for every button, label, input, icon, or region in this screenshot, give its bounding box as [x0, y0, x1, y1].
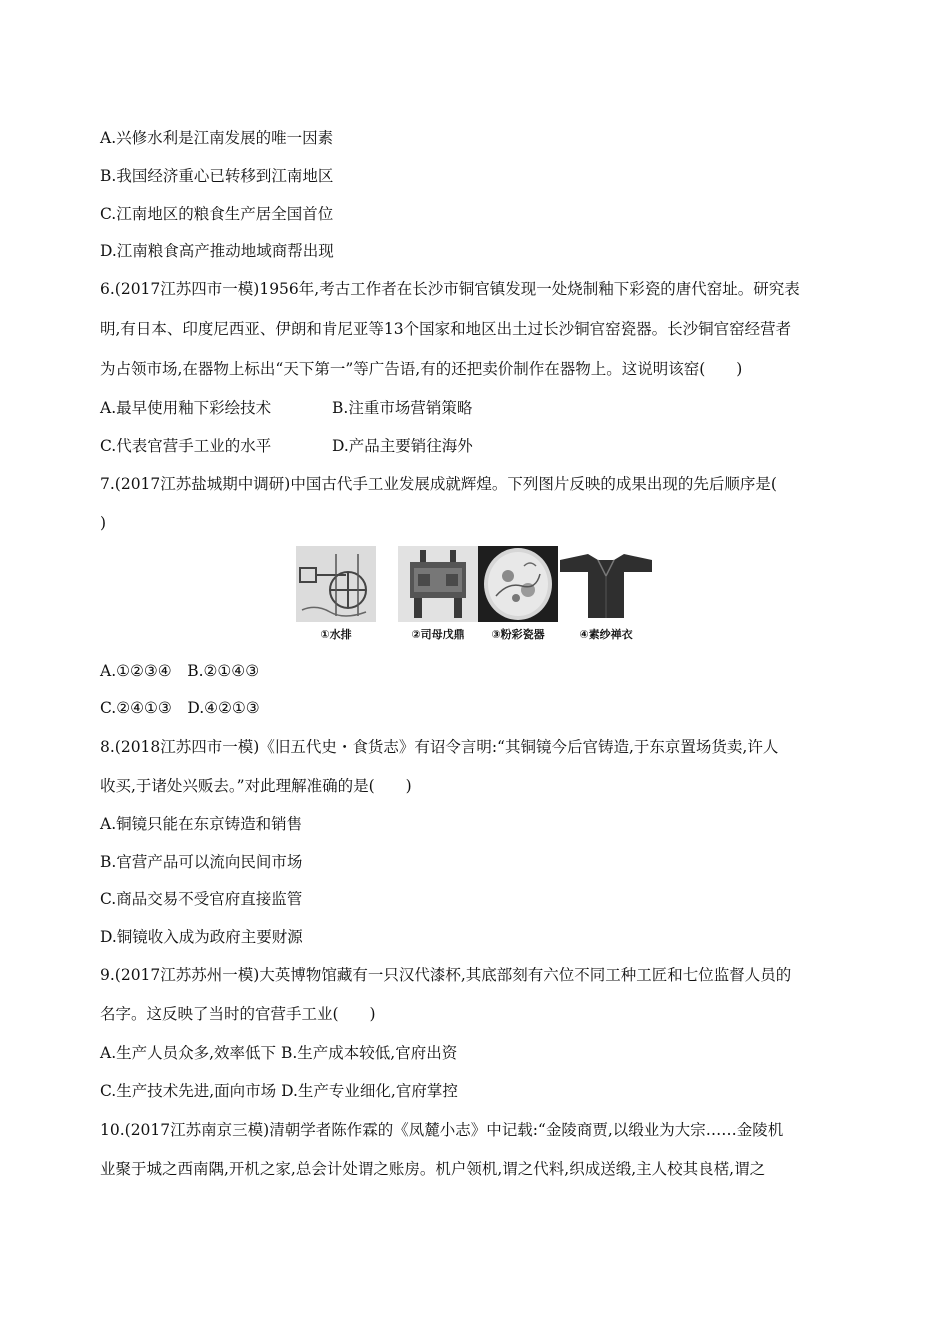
q5-option-c: C.江南地区的粮食生产居全国首位 [100, 205, 334, 223]
q6-option-a: A.最早使用釉下彩绘技术 [100, 399, 272, 417]
q7-options-row2: C.②④①③ D.④②①③ [100, 699, 260, 717]
q5-option-b: B.我国经济重心已转移到江南地区 [100, 167, 334, 185]
plain-gauze-robe-caption: ④素纱禅衣 [579, 628, 633, 641]
q6-stem-line3: 为占领市场,在器物上标出“天下第一”等广告语,有的还把卖价制作在器物上。这说明该窑( ) [100, 360, 743, 378]
q10-stem-line1: 10.(2017江苏南京三模)清朝学者陈作霖的《凤麓小志》中记载:“金陵商贾,以缎业为大宗……金陵机 [100, 1121, 784, 1139]
q6-option-b: B.注重市场营销策略 [332, 399, 473, 417]
simuwu-ding-caption: ②司母戊鼎 [411, 628, 465, 641]
q6-stem-line1: 6.(2017江苏四市一模)1956年,考古工作者在长沙市铜官镇发现一处烧制釉下彩瓷的唐代窑址。研究表 [100, 280, 800, 298]
q6-option-c: C.代表官营手工业的水平 [100, 437, 272, 455]
q7-stem-line2: ) [100, 514, 107, 532]
plain-gauze-robe-image [558, 546, 654, 622]
q9-options-row1: A.生产人员众多,效率低下 B.生产成本较低,官府出资 [100, 1044, 458, 1062]
q10-stem-line2: 业聚于城之西南隅,开机之家,总会计处谓之账房。机户领机,谓之代料,织成送缎,主人校其良楛,谓之 [100, 1160, 766, 1178]
q8-stem-line2: 收买,于诸处兴贩去。”对此理解准确的是( ) [100, 777, 412, 795]
water-bellows-image [296, 546, 376, 622]
q9-stem-line1: 9.(2017江苏苏州一模)大英博物馆藏有一只汉代漆杯,其底部刻有六位不同工种工匠和七位监督人员的 [100, 966, 792, 984]
figure-famille-rose-vase [478, 546, 558, 646]
figure-simuwu-ding [398, 546, 478, 646]
q8-option-d: D.铜镜收入成为政府主要财源 [100, 928, 303, 946]
q8-option-a: A.铜镜只能在东京铸造和销售 [100, 815, 303, 833]
water-bellows-caption: ①水排 [320, 628, 352, 641]
q8-option-c: C.商品交易不受官府直接监管 [100, 890, 303, 908]
q6-stem-line2: 明,有日本、印度尼西亚、伊朗和肯尼亚等13个国家和地区出土过长沙铜官窑瓷器。长沙铜官窑经营者 [100, 320, 792, 338]
q9-options-row2: C.生产技术先进,面向市场 D.生产专业细化,官府掌控 [100, 1082, 458, 1100]
q8-stem-line1: 8.(2018江苏四市一模)《旧五代史・食货志》有诏令言明:“其铜镜今后官铸造,于东京置场货卖,许人 [100, 738, 779, 756]
famille-rose-vase-image [478, 546, 558, 622]
q8-option-b: B.官营产品可以流向民间市场 [100, 853, 303, 871]
q5-option-a: A.兴修水利是江南发展的唯一因素 [100, 129, 334, 147]
q7-options-row1: A.①②③④ B.②①④③ [100, 662, 260, 680]
simuwu-ding-image [398, 546, 478, 622]
q5-option-d: D.江南粮食高产推动地域商帮出现 [100, 242, 334, 260]
figure-water-bellows [296, 546, 376, 646]
famille-rose-vase-caption: ③粉彩瓷器 [491, 628, 545, 641]
q7-stem-line1: 7.(2017江苏盐城期中调研)中国古代手工业发展成就辉煌。下列图片反映的成果出现的先后顺序是( [100, 475, 777, 493]
figure-plain-gauze-robe [558, 546, 654, 646]
q6-option-d: D.产品主要销往海外 [332, 437, 473, 455]
q6-options-row1 [100, 398, 472, 418]
q7-figure-row [296, 546, 656, 646]
q9-stem-line2: 名字。这反映了当时的官营手工业( ) [100, 1005, 376, 1023]
q6-options-row2 [100, 436, 473, 456]
